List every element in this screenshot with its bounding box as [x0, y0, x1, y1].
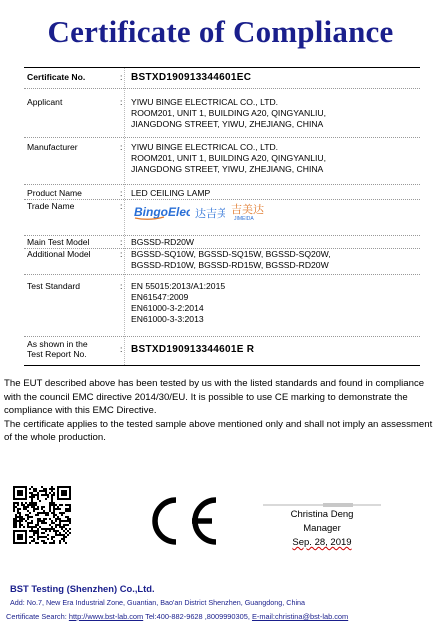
colon: :	[120, 188, 123, 198]
colon: :	[120, 237, 123, 247]
signature-image	[263, 496, 381, 504]
row-separator	[24, 88, 420, 89]
email-link[interactable]: E-mail:christina@bst-lab.com	[251, 612, 349, 621]
jimeida-logo-graphic	[231, 202, 265, 222]
applicant-line-1: YIWU BINGE ELECTRICAL CO., LTD.	[131, 97, 279, 107]
colon: :	[120, 97, 123, 107]
label-additional-model: Additional Model	[27, 249, 91, 259]
jimeida-logo-cn: 吉美达	[231, 203, 264, 216]
applicant-line-2: ROOM201, UNIT 1, BUILDING A20, QINGYANLIU,	[131, 108, 327, 118]
signature-date: Sep. 28, 2019	[292, 537, 352, 548]
row-separator	[24, 235, 420, 236]
ce-letter-c	[155, 500, 176, 542]
manufacturer-line-2: ROOM201, UNIT 1, BUILDING A20, QINGYANLIU,	[131, 153, 327, 163]
additional-model-line-2: BGSSD-RD10W, BGSSD-RD15W, BGSSD-RD20W	[131, 260, 329, 270]
jimeida-logo-en: JIMEIDA	[234, 216, 254, 222]
test-standard-line-2: EN61547:2009	[131, 292, 189, 302]
bingoelec-logo-text: BingoElec	[134, 205, 190, 219]
dajimei-logo-text: 达吉美	[195, 207, 225, 220]
row-separator	[24, 137, 420, 138]
row-separator	[24, 274, 420, 275]
colon: :	[120, 281, 123, 291]
label-report-line-2: Test Report No.	[27, 349, 87, 359]
manufacturer-line-1: YIWU BINGE ELECTRICAL CO., LTD.	[131, 142, 279, 152]
website-link[interactable]: http://www.bst-lab.com	[68, 612, 144, 621]
row-separator	[24, 199, 420, 200]
statement-paragraph-2: The certificate applies to the tested sample above mentioned only and shall not imply an assessment of the whole production.	[4, 418, 433, 443]
qr-code-graphic	[13, 486, 71, 544]
telephone: Tel:400-882-9628 ,8009990305,	[145, 612, 250, 621]
label-main-test-model: Main Test Model	[27, 237, 90, 247]
colon: :	[120, 249, 123, 259]
issuer-company-name: BST Testing (Shenzhen) Co.,Ltd.	[10, 583, 155, 594]
ce-mark	[146, 494, 220, 548]
label-test-standard: Test Standard	[27, 281, 81, 291]
label-product-name: Product Name	[27, 188, 82, 198]
value-main-test-model: BGSSD-RD20W	[131, 237, 195, 247]
label-manufacturer: Manufacturer	[27, 142, 78, 152]
dajimei-logo-graphic	[195, 204, 225, 220]
certificate-search-line	[6, 612, 348, 621]
signatory-block	[262, 508, 382, 550]
applicant-line-3: JIANGDONG STREET, YIWU, ZHEJIANG, CHINA	[131, 119, 324, 129]
value-certificate-no: BSTXD190913344601EC	[131, 72, 252, 83]
row-separator	[24, 336, 420, 337]
colon: :	[120, 142, 123, 152]
test-standard-line-1: EN 55015:2013/A1:2015	[131, 281, 226, 291]
label-report-line-1: As shown in the	[27, 339, 88, 349]
issuer-address: Add: No.7, New Era Industrial Zone, Guantian, Bao'an District Shenzhen, Guangdong, China	[10, 598, 306, 607]
row-separator	[24, 184, 420, 185]
colon: :	[120, 344, 123, 354]
bingoelec-logo	[134, 204, 190, 220]
compliance-statement	[4, 377, 438, 445]
label-applicant: Applicant	[27, 97, 63, 107]
additional-model-line-1: BGSSD-SQ10W, BGSSD-SQ15W, BGSSD-SQ20W,	[131, 249, 331, 259]
jimeida-logo	[231, 202, 265, 222]
test-standard-line-4: EN61000-3-3:2013	[131, 314, 204, 324]
column-divider	[124, 68, 125, 365]
search-label: Certificate Search:	[6, 612, 67, 621]
label-trade-name: Trade Name	[27, 201, 75, 211]
test-standard-line-3: EN61000-3-2:2014	[131, 303, 204, 313]
qr-code	[13, 486, 71, 544]
bingoelec-logo-graphic	[134, 204, 190, 220]
signatory-name: Christina Deng	[290, 509, 354, 520]
value-product-name: LED CEILING LAMP	[131, 188, 211, 198]
ce-mark-graphic	[146, 494, 220, 548]
manufacturer-line-3: JIANGDONG STREET, YIWU, ZHEJIANG, CHINA	[131, 164, 324, 174]
colon: :	[120, 72, 123, 82]
signatory-title: Manager	[303, 523, 341, 534]
certificate-title: Certificate of Compliance	[47, 14, 394, 49]
colon: :	[120, 201, 123, 211]
statement-paragraph-1: The EUT described above has been tested by us with the listed standards and found in compliance with the council EMC directive 2014/30/EU. It is possible to use CE marking to demonstrate the compliance with this EMC Directive.	[4, 378, 425, 416]
dajimei-logo	[195, 204, 225, 220]
value-report-no: BSTXD190913344601E R	[131, 344, 255, 355]
label-certificate-no: Certificate No.	[27, 72, 86, 82]
